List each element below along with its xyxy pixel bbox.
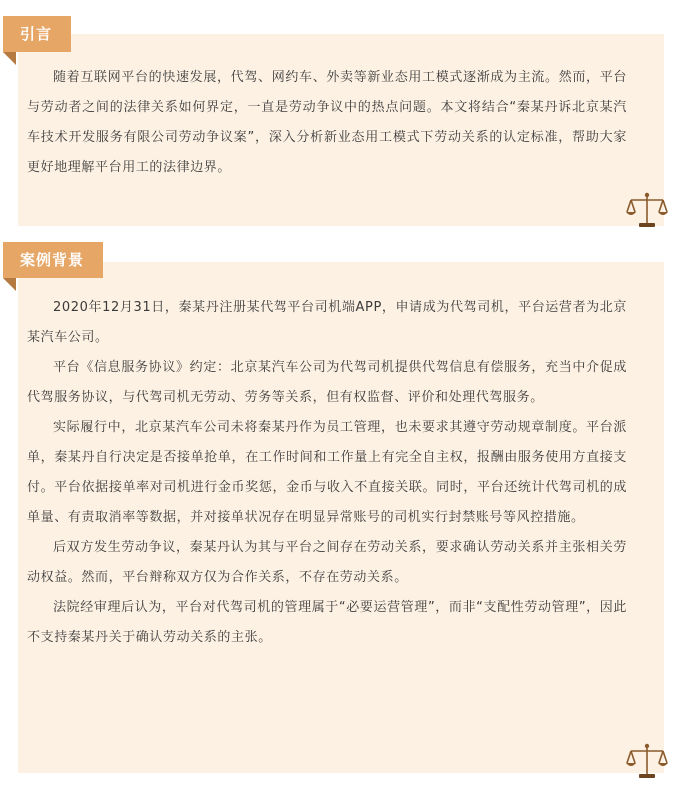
scales-of-justice-icon	[624, 741, 670, 781]
scales-of-justice-icon	[624, 190, 670, 230]
background-paragraph-2: 平台《信息服务协议》约定：北京某汽车公司为代驾司机提供代驾信息有偿服务，充当中介促成代驾服务协议，与代驾司机无劳动、劳务等关系，但有权监督、评价和处理代驾服务。	[27, 360, 627, 405]
background-paragraph-1: 2020年12月31日，秦某丹注册某代驾平台司机端APP，申请成为代驾司机，平台运营者为北京某汽车公司。	[27, 300, 627, 345]
background-paragraph-3: 实际履行中，北京某汽车公司未将秦某丹作为员工管理，也未要求其遵守劳动规章制度。平台派单，秦某丹自行决定是否接单抢单，在工作时间和工作量上有完全自主权，报酬由服务使用方直接支付。平台依据接单率对司机进行金币奖惩，金币与收入不直接关联。同时，平台还统计代驾司机的成单量、有责取消率等数据，并对接单状况存在明显异常账号的司机实行封禁账号等风控措施。	[27, 420, 627, 525]
intro-paragraph: 随着互联网平台的快速发展，代驾、网约车、外卖等新业态用工模式逐渐成为主流。然而，平台与劳动者之间的法律关系如何界定，一直是劳动争议中的热点问题。本文将结合“秦某丹诉北京某汽车技术开发服务有限公司劳动争议案”，深入分析新业态用工模式下劳动关系的认定标准，帮助大家更好地理解平台用工的法律边界。	[27, 70, 627, 175]
background-paragraph-5: 法院经审理后认为，平台对代驾司机的管理属于“必要运营管理”，而非“支配性劳动管理”，因此不支持秦某丹关于确认劳动关系的主张。	[27, 600, 627, 645]
background-heading-tab	[3, 242, 103, 278]
intro-heading: 引言	[20, 25, 53, 43]
intro-heading-tab	[3, 16, 71, 52]
intro-text	[27, 63, 627, 183]
background-paragraph-4: 后双方发生劳动争议，秦某丹认为其与平台之间存在劳动关系，要求确认劳动关系并主张相关劳动权益。然而，平台辩称双方仅为合作关系，不存在劳动关系。	[27, 540, 627, 585]
background-text	[27, 293, 627, 653]
background-heading: 案例背景	[20, 251, 85, 269]
